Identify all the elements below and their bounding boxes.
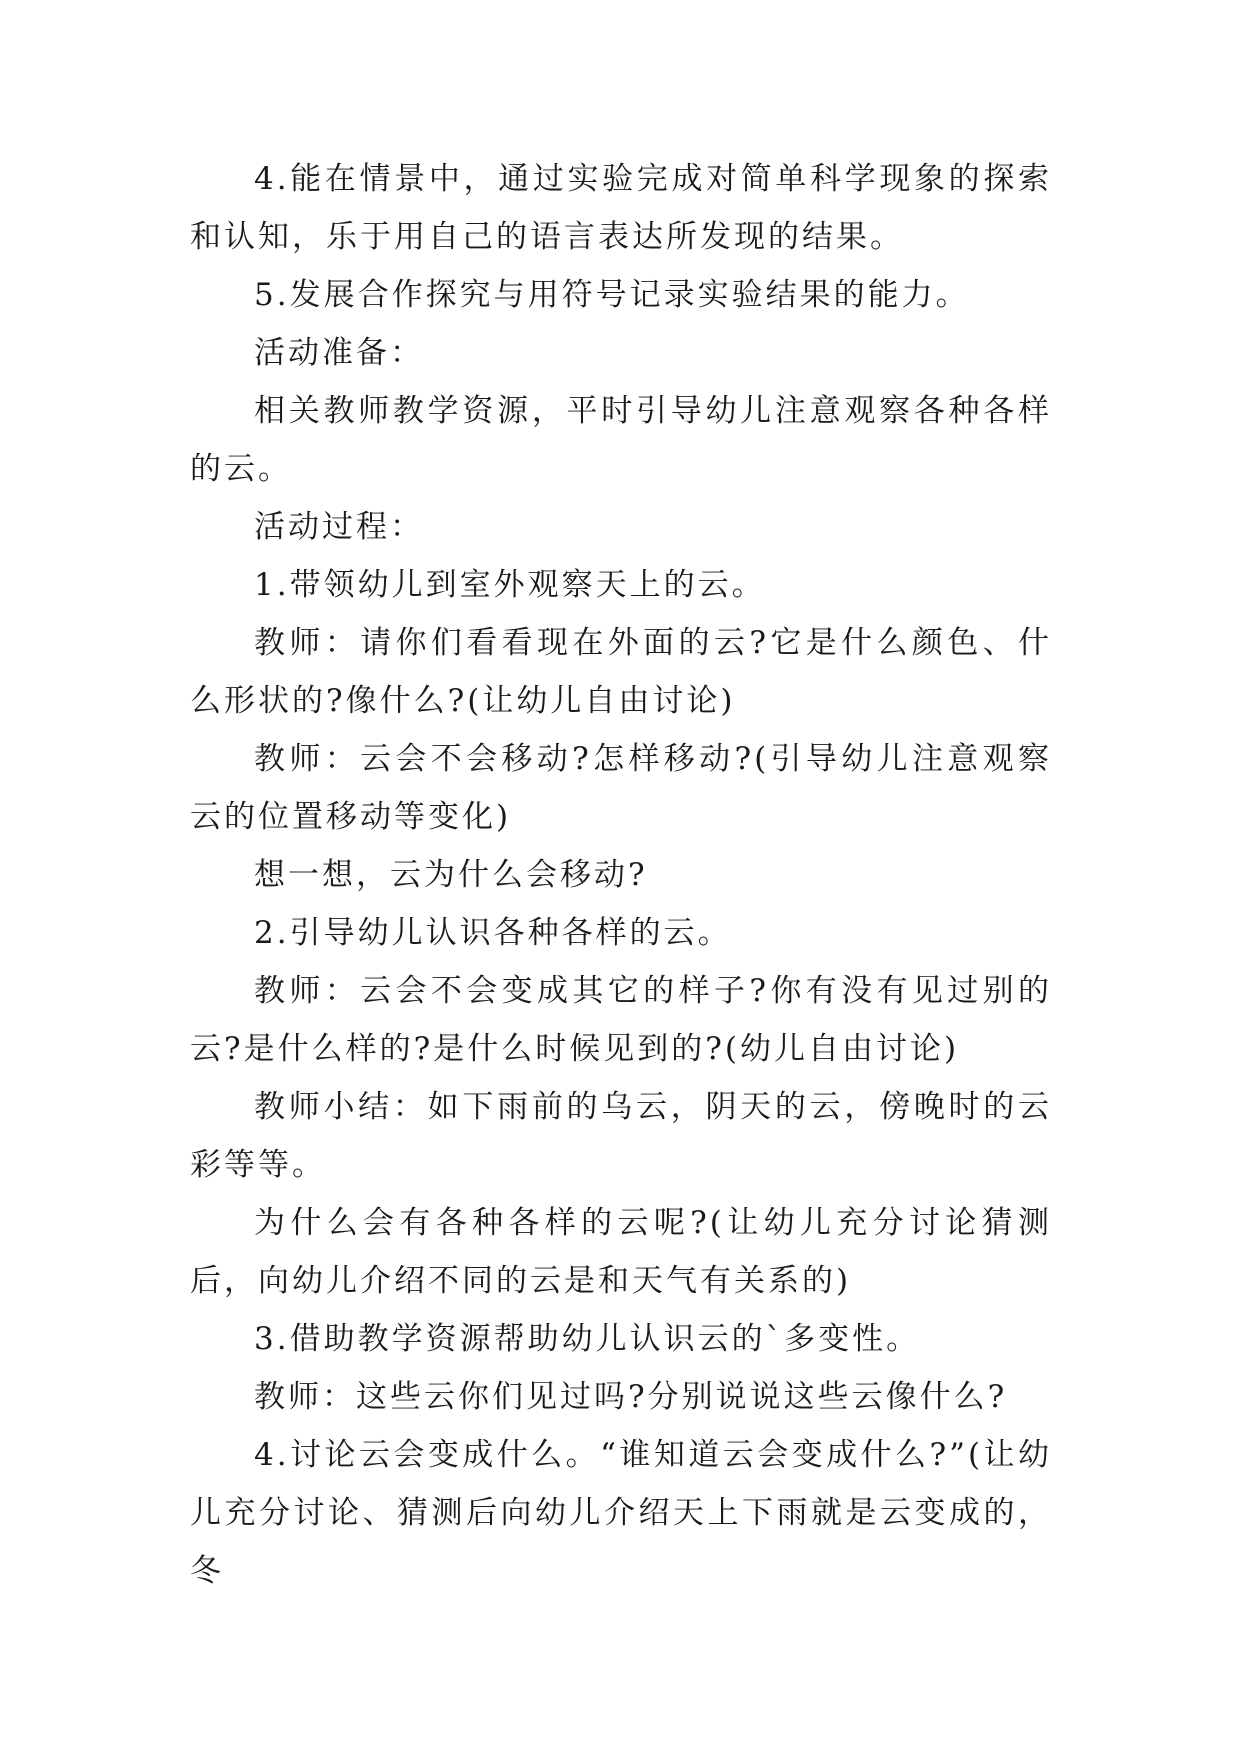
heading-activity-preparation: 活动准备： xyxy=(254,335,424,371)
paragraph-goal-4: 4.能在情景中，通过实验完成对简单科学现象的探索和认知，乐于用自己的语言表达所发现的结果。 xyxy=(190,161,1052,255)
paragraph-step-3: 3.借助教学资源帮助幼儿认识云的`多变性。 xyxy=(254,1321,921,1357)
paragraph-goal-5: 5.发展合作探究与用符号记录实验结果的能力。 xyxy=(254,277,970,313)
paragraph-step-1: 1.带领幼儿到室外观察天上的云。 xyxy=(254,567,766,603)
paragraph-teacher-question-4: 教师：这些云你们见过吗?分别说说这些云像什么? xyxy=(254,1379,1008,1415)
paragraph-step-4: 4.讨论云会变成什么。“谁知道云会变成什么?”(让幼儿充分讨论、猜测后向幼儿介绍天上下雨就是云变成的，冬 xyxy=(190,1437,1052,1589)
paragraph-preparation: 相关教师教学资源，平时引导幼儿注意观察各种各样的云。 xyxy=(190,393,1052,487)
document-page xyxy=(190,150,1052,1600)
paragraph-teacher-question-2: 教师：云会不会移动?怎样移动?(引导幼儿注意观察云的位置移动等变化) xyxy=(190,741,1052,835)
paragraph-why-clouds: 为什么会有各种各样的云呢?(让幼儿充分讨论猜测后，向幼儿介绍不同的云是和天气有关系的) xyxy=(190,1205,1052,1299)
paragraph-teacher-question-1: 教师：请你们看看现在外面的云?它是什么颜色、什么形状的?像什么?(让幼儿自由讨论) xyxy=(190,625,1052,719)
paragraph-teacher-question-3: 教师：云会不会变成其它的样子?你有没有见过别的云?是什么样的?是什么时候见到的?(幼儿自由讨论) xyxy=(190,973,1052,1067)
paragraph-step-2: 2.引导幼儿认识各种各样的云。 xyxy=(254,915,732,951)
paragraph-think: 想一想，云为什么会移动? xyxy=(254,857,648,893)
heading-activity-process: 活动过程： xyxy=(254,509,424,545)
paragraph-teacher-summary: 教师小结：如下雨前的乌云，阴天的云，傍晚时的云彩等等。 xyxy=(190,1089,1052,1183)
